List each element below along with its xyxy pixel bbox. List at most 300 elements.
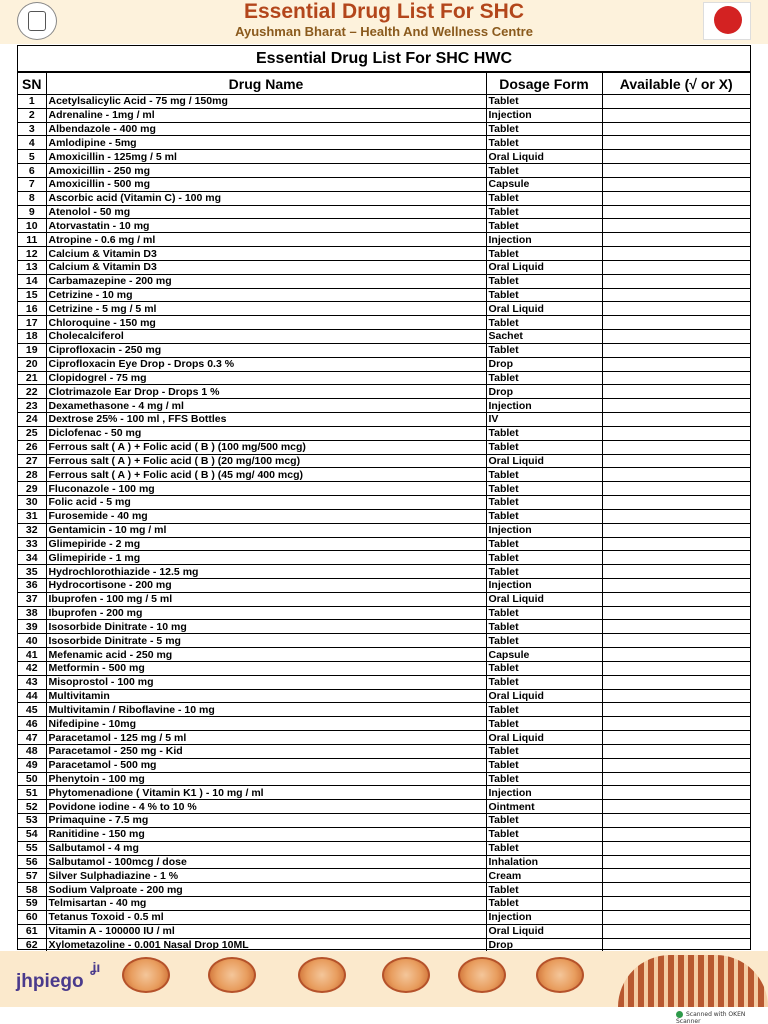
row-available-cell[interactable] xyxy=(602,717,750,731)
row-drug-name: Misoprostol - 100 mg xyxy=(46,675,486,689)
row-sn: 50 xyxy=(18,772,46,786)
table-row xyxy=(18,814,750,828)
row-drug-name: Ranitidine - 150 mg xyxy=(46,827,486,841)
table-row xyxy=(18,496,750,510)
row-drug-name: Dextrose 25% - 100 ml , FFS Bottles xyxy=(46,413,486,427)
table-row xyxy=(18,675,750,689)
row-dosage-form: Tablet xyxy=(486,95,602,109)
row-drug-name: Paracetamol - 250 mg - Kid xyxy=(46,744,486,758)
row-dosage-form: Tablet xyxy=(486,482,602,496)
row-drug-name: Salbutamol - 4 mg xyxy=(46,841,486,855)
row-available-cell[interactable] xyxy=(602,274,750,288)
row-drug-name: Ferrous salt ( A ) + Folic acid ( B ) (20 mg/100 mcg) xyxy=(46,454,486,468)
row-dosage-form: Tablet xyxy=(486,841,602,855)
row-sn: 7 xyxy=(18,177,46,191)
row-available-cell[interactable] xyxy=(602,592,750,606)
row-dosage-form: Tablet xyxy=(486,661,602,675)
row-drug-name: Telmisartan - 40 mg xyxy=(46,897,486,911)
row-dosage-form: Tablet xyxy=(486,897,602,911)
row-available-cell[interactable] xyxy=(602,164,750,178)
row-drug-name: Hydrochlorothiazide - 12.5 mg xyxy=(46,565,486,579)
row-drug-name: Phytomenadione ( Vitamin K1 ) - 10 mg / ml xyxy=(46,786,486,800)
decorative-medallion-icon xyxy=(536,957,584,993)
row-dosage-form: Ointment xyxy=(486,800,602,814)
table-row xyxy=(18,744,750,758)
row-drug-name: Ibuprofen - 100 mg / 5 ml xyxy=(46,592,486,606)
row-sn: 27 xyxy=(18,454,46,468)
row-available-cell[interactable] xyxy=(602,910,750,924)
page-subtitle: Ayushman Bharat – Health And Wellness Centre xyxy=(235,24,533,39)
row-drug-name: Isosorbide Dinitrate - 10 mg xyxy=(46,620,486,634)
row-dosage-form: Drop xyxy=(486,385,602,399)
row-dosage-form: Oral Liquid xyxy=(486,302,602,316)
row-available-cell[interactable] xyxy=(602,814,750,828)
row-dosage-form: Drop xyxy=(486,357,602,371)
row-drug-name: Amoxicillin - 500 mg xyxy=(46,177,486,191)
row-available-cell[interactable] xyxy=(602,634,750,648)
row-dosage-form: Tablet xyxy=(486,551,602,565)
row-drug-name: Albendazole - 400 mg xyxy=(46,122,486,136)
row-available-cell[interactable] xyxy=(602,122,750,136)
row-dosage-form: Tablet xyxy=(486,426,602,440)
row-sn: 42 xyxy=(18,661,46,675)
row-sn: 18 xyxy=(18,330,46,344)
row-sn: 13 xyxy=(18,260,46,274)
row-drug-name: Mefenamic acid - 250 mg xyxy=(46,648,486,662)
row-dosage-form: Injection xyxy=(486,910,602,924)
table-row xyxy=(18,841,750,855)
table-row xyxy=(18,260,750,274)
row-dosage-form: Tablet xyxy=(486,247,602,261)
row-sn: 54 xyxy=(18,827,46,841)
table-row xyxy=(18,274,750,288)
table-row xyxy=(18,150,750,164)
row-dosage-form: Tablet xyxy=(486,371,602,385)
column-header-dosage-form: Dosage Form xyxy=(486,73,602,95)
row-available-cell[interactable] xyxy=(602,938,750,952)
column-header-drug-name: Drug Name xyxy=(46,73,486,95)
row-dosage-form: Sachet xyxy=(486,330,602,344)
row-available-cell[interactable] xyxy=(602,827,750,841)
row-dosage-form: Oral Liquid xyxy=(486,150,602,164)
row-available-cell[interactable] xyxy=(602,841,750,855)
row-sn: 45 xyxy=(18,703,46,717)
row-available-cell[interactable] xyxy=(602,316,750,330)
row-sn: 58 xyxy=(18,883,46,897)
row-available-cell[interactable] xyxy=(602,496,750,510)
row-available-cell[interactable] xyxy=(602,786,750,800)
row-available-cell[interactable] xyxy=(602,675,750,689)
row-drug-name: Salbutamol - 100mcg / dose xyxy=(46,855,486,869)
table-row xyxy=(18,233,750,247)
row-sn: 41 xyxy=(18,648,46,662)
table-header-row xyxy=(18,73,750,95)
row-drug-name: Amoxicillin - 125mg / 5 ml xyxy=(46,150,486,164)
row-dosage-form: Tablet xyxy=(486,620,602,634)
row-dosage-form: Tablet xyxy=(486,744,602,758)
table-row xyxy=(18,800,750,814)
table-row xyxy=(18,689,750,703)
row-available-cell[interactable] xyxy=(602,440,750,454)
row-available-cell[interactable] xyxy=(602,578,750,592)
sheet-title: Essential Drug List For SHC HWC xyxy=(18,46,750,72)
row-available-cell[interactable] xyxy=(602,731,750,745)
row-sn: 53 xyxy=(18,814,46,828)
decorative-medallion-icon xyxy=(382,957,430,993)
row-drug-name: Carbamazepine - 200 mg xyxy=(46,274,486,288)
row-drug-name: Calcium & Vitamin D3 xyxy=(46,247,486,261)
row-dosage-form: Injection xyxy=(486,233,602,247)
row-dosage-form: Tablet xyxy=(486,827,602,841)
row-sn: 29 xyxy=(18,482,46,496)
row-dosage-form: Tablet xyxy=(486,509,602,523)
row-drug-name: Adrenaline - 1mg / ml xyxy=(46,108,486,122)
row-sn: 19 xyxy=(18,343,46,357)
row-sn: 11 xyxy=(18,233,46,247)
row-sn: 16 xyxy=(18,302,46,316)
table-row xyxy=(18,731,750,745)
page-header xyxy=(0,0,768,44)
row-drug-name: Fluconazole - 100 mg xyxy=(46,482,486,496)
row-available-cell[interactable] xyxy=(602,302,750,316)
row-available-cell[interactable] xyxy=(602,855,750,869)
table-row xyxy=(18,482,750,496)
row-dosage-form: Tablet xyxy=(486,565,602,579)
jhpiego-logo-text: jhpiego xyxy=(16,971,84,992)
table-row xyxy=(18,523,750,537)
row-available-cell[interactable] xyxy=(602,177,750,191)
row-drug-name: Ciprofloxacin Eye Drop - Drops 0.3 % xyxy=(46,357,486,371)
row-available-cell[interactable] xyxy=(602,565,750,579)
row-available-cell[interactable] xyxy=(602,371,750,385)
row-available-cell[interactable] xyxy=(602,247,750,261)
row-drug-name: Xylometazoline - 0.001 Nasal Drop 10ML xyxy=(46,938,486,952)
row-drug-name: Cetrizine - 5 mg / 5 ml xyxy=(46,302,486,316)
row-dosage-form: Drop xyxy=(486,938,602,952)
table-row xyxy=(18,413,750,427)
row-available-cell[interactable] xyxy=(602,897,750,911)
row-available-cell[interactable] xyxy=(602,330,750,344)
row-available-cell[interactable] xyxy=(602,537,750,551)
row-drug-name: Ibuprofen - 200 mg xyxy=(46,606,486,620)
row-drug-name: Glimepiride - 1 mg xyxy=(46,551,486,565)
table-row xyxy=(18,385,750,399)
row-drug-name: Ciprofloxacin - 250 mg xyxy=(46,343,486,357)
row-dosage-form: Tablet xyxy=(486,758,602,772)
row-available-cell[interactable] xyxy=(602,108,750,122)
table-row xyxy=(18,648,750,662)
decorative-medallion-icon xyxy=(298,957,346,993)
table-row xyxy=(18,371,750,385)
row-available-cell[interactable] xyxy=(602,620,750,634)
table-row xyxy=(18,565,750,579)
row-drug-name: Chloroquine - 150 mg xyxy=(46,316,486,330)
row-available-cell[interactable] xyxy=(602,219,750,233)
row-sn: 3 xyxy=(18,122,46,136)
table-row xyxy=(18,302,750,316)
row-dosage-form: Oral Liquid xyxy=(486,592,602,606)
table-row xyxy=(18,869,750,883)
row-dosage-form: Oral Liquid xyxy=(486,260,602,274)
row-sn: 52 xyxy=(18,800,46,814)
table-row xyxy=(18,95,750,109)
page-title: Essential Drug List For SHC xyxy=(243,0,525,23)
row-sn: 14 xyxy=(18,274,46,288)
row-sn: 57 xyxy=(18,869,46,883)
row-sn: 5 xyxy=(18,150,46,164)
row-dosage-form: Tablet xyxy=(486,288,602,302)
row-sn: 30 xyxy=(18,496,46,510)
row-available-cell[interactable] xyxy=(602,385,750,399)
row-available-cell[interactable] xyxy=(602,869,750,883)
row-dosage-form: Capsule xyxy=(486,648,602,662)
table-row xyxy=(18,177,750,191)
table-row xyxy=(18,191,750,205)
row-dosage-form: IV xyxy=(486,413,602,427)
row-sn: 55 xyxy=(18,841,46,855)
table-row xyxy=(18,136,750,150)
row-available-cell[interactable] xyxy=(602,606,750,620)
row-drug-name: Hydrocortisone - 200 mg xyxy=(46,578,486,592)
health-mission-logo xyxy=(703,2,751,40)
table-row xyxy=(18,330,750,344)
row-drug-name: Ferrous salt ( A ) + Folic acid ( B ) (45 mg/ 400 mcg) xyxy=(46,468,486,482)
row-available-cell[interactable] xyxy=(602,233,750,247)
row-dosage-form: Tablet xyxy=(486,274,602,288)
row-available-cell[interactable] xyxy=(602,883,750,897)
row-sn: 32 xyxy=(18,523,46,537)
decorative-arch-pattern xyxy=(618,955,768,1007)
row-available-cell[interactable] xyxy=(602,661,750,675)
row-available-cell[interactable] xyxy=(602,205,750,219)
row-dosage-form: Tablet xyxy=(486,703,602,717)
row-available-cell[interactable] xyxy=(602,523,750,537)
row-drug-name: Multivitamin xyxy=(46,689,486,703)
row-available-cell[interactable] xyxy=(602,924,750,938)
table-row xyxy=(18,551,750,565)
drug-table xyxy=(18,72,750,952)
row-dosage-form: Tablet xyxy=(486,606,602,620)
row-dosage-form: Oral Liquid xyxy=(486,924,602,938)
row-available-cell[interactable] xyxy=(602,357,750,371)
table-row xyxy=(18,454,750,468)
row-sn: 22 xyxy=(18,385,46,399)
row-dosage-form: Tablet xyxy=(486,191,602,205)
row-sn: 46 xyxy=(18,717,46,731)
row-drug-name: Multivitamin / Riboflavine - 10 mg xyxy=(46,703,486,717)
row-drug-name: Gentamicin - 10 mg / ml xyxy=(46,523,486,537)
row-available-cell[interactable] xyxy=(602,95,750,109)
row-drug-name: Tetanus Toxoid - 0.5 ml xyxy=(46,910,486,924)
row-sn: 60 xyxy=(18,910,46,924)
row-sn: 61 xyxy=(18,924,46,938)
row-available-cell[interactable] xyxy=(602,689,750,703)
row-dosage-form: Tablet xyxy=(486,440,602,454)
decorative-medallion-icon xyxy=(208,957,256,993)
table-row xyxy=(18,578,750,592)
row-dosage-form: Injection xyxy=(486,523,602,537)
jhpiego-logo xyxy=(16,959,106,999)
row-available-cell[interactable] xyxy=(602,744,750,758)
row-dosage-form: Tablet xyxy=(486,343,602,357)
row-sn: 23 xyxy=(18,399,46,413)
table-row xyxy=(18,316,750,330)
row-drug-name: Nifedipine - 10mg xyxy=(46,717,486,731)
table-row xyxy=(18,717,750,731)
drug-table-body xyxy=(18,95,750,952)
row-dosage-form: Inhalation xyxy=(486,855,602,869)
row-sn: 39 xyxy=(18,620,46,634)
row-drug-name: Calcium & Vitamin D3 xyxy=(46,260,486,274)
row-available-cell[interactable] xyxy=(602,703,750,717)
row-available-cell[interactable] xyxy=(602,260,750,274)
row-sn: 47 xyxy=(18,731,46,745)
row-available-cell[interactable] xyxy=(602,509,750,523)
row-sn: 36 xyxy=(18,578,46,592)
row-drug-name: Primaquine - 7.5 mg xyxy=(46,814,486,828)
row-sn: 62 xyxy=(18,938,46,952)
table-row xyxy=(18,758,750,772)
row-drug-name: Ascorbic acid (Vitamin C) - 100 mg xyxy=(46,191,486,205)
table-row xyxy=(18,440,750,454)
row-dosage-form: Injection xyxy=(486,786,602,800)
row-available-cell[interactable] xyxy=(602,772,750,786)
row-dosage-form: Cream xyxy=(486,869,602,883)
table-row xyxy=(18,924,750,938)
row-sn: 10 xyxy=(18,219,46,233)
row-dosage-form: Tablet xyxy=(486,675,602,689)
table-row xyxy=(18,343,750,357)
drug-list-sheet xyxy=(17,45,751,950)
row-sn: 12 xyxy=(18,247,46,261)
row-available-cell[interactable] xyxy=(602,648,750,662)
row-sn: 49 xyxy=(18,758,46,772)
row-drug-name: Atropine - 0.6 mg / ml xyxy=(46,233,486,247)
row-sn: 15 xyxy=(18,288,46,302)
row-available-cell[interactable] xyxy=(602,800,750,814)
table-row xyxy=(18,897,750,911)
row-available-cell[interactable] xyxy=(602,191,750,205)
table-row xyxy=(18,468,750,482)
row-sn: 20 xyxy=(18,357,46,371)
row-dosage-form: Injection xyxy=(486,108,602,122)
table-row xyxy=(18,205,750,219)
table-row xyxy=(18,357,750,371)
row-sn: 38 xyxy=(18,606,46,620)
row-available-cell[interactable] xyxy=(602,482,750,496)
row-drug-name: Ferrous salt ( A ) + Folic acid ( B ) (100 mg/500 mcg) xyxy=(46,440,486,454)
table-row xyxy=(18,855,750,869)
row-dosage-form: Tablet xyxy=(486,537,602,551)
row-sn: 40 xyxy=(18,634,46,648)
row-drug-name: Folic acid - 5 mg xyxy=(46,496,486,510)
table-row xyxy=(18,509,750,523)
row-available-cell[interactable] xyxy=(602,150,750,164)
row-available-cell[interactable] xyxy=(602,551,750,565)
row-drug-name: Clopidogrel - 75 mg xyxy=(46,371,486,385)
row-sn: 25 xyxy=(18,426,46,440)
row-available-cell[interactable] xyxy=(602,136,750,150)
row-drug-name: Diclofenac - 50 mg xyxy=(46,426,486,440)
row-sn: 24 xyxy=(18,413,46,427)
row-available-cell[interactable] xyxy=(602,288,750,302)
row-dosage-form: Oral Liquid xyxy=(486,731,602,745)
row-dosage-form: Injection xyxy=(486,399,602,413)
row-dosage-form: Tablet xyxy=(486,122,602,136)
row-sn: 9 xyxy=(18,205,46,219)
row-dosage-form: Tablet xyxy=(486,205,602,219)
table-row xyxy=(18,537,750,551)
row-dosage-form: Tablet xyxy=(486,634,602,648)
row-sn: 26 xyxy=(18,440,46,454)
row-sn: 43 xyxy=(18,675,46,689)
row-sn: 28 xyxy=(18,468,46,482)
table-row xyxy=(18,786,750,800)
row-available-cell[interactable] xyxy=(602,413,750,427)
row-drug-name: Dexamethasone - 4 mg / ml xyxy=(46,399,486,413)
table-row xyxy=(18,634,750,648)
row-available-cell[interactable] xyxy=(602,454,750,468)
row-available-cell[interactable] xyxy=(602,343,750,357)
row-drug-name: Paracetamol - 500 mg xyxy=(46,758,486,772)
table-row xyxy=(18,827,750,841)
table-row xyxy=(18,247,750,261)
table-row xyxy=(18,938,750,952)
row-drug-name: Silver Sulphadiazine - 1 % xyxy=(46,869,486,883)
row-dosage-form: Tablet xyxy=(486,814,602,828)
row-dosage-form: Tablet xyxy=(486,136,602,150)
row-drug-name: Clotrimazole Ear Drop - Drops 1 % xyxy=(46,385,486,399)
jhpiego-mark-icon: ʝı xyxy=(90,959,101,975)
table-row xyxy=(18,703,750,717)
row-sn: 8 xyxy=(18,191,46,205)
row-drug-name: Sodium Valproate - 200 mg xyxy=(46,883,486,897)
row-available-cell[interactable] xyxy=(602,399,750,413)
row-available-cell[interactable] xyxy=(602,758,750,772)
row-sn: 1 xyxy=(18,95,46,109)
table-row xyxy=(18,288,750,302)
scanner-watermark xyxy=(676,1011,768,1024)
scanner-watermark-text: Scanned with OKEN Scanner xyxy=(676,1011,746,1024)
row-dosage-form: Tablet xyxy=(486,772,602,786)
row-sn: 48 xyxy=(18,744,46,758)
row-sn: 31 xyxy=(18,509,46,523)
column-header-available: Available (√ or X) xyxy=(602,73,750,95)
row-available-cell[interactable] xyxy=(602,426,750,440)
scanner-logo-icon xyxy=(676,1011,683,1018)
row-available-cell[interactable] xyxy=(602,468,750,482)
row-sn: 44 xyxy=(18,689,46,703)
row-dosage-form: Tablet xyxy=(486,219,602,233)
row-dosage-form: Tablet xyxy=(486,717,602,731)
row-dosage-form: Injection xyxy=(486,578,602,592)
table-row xyxy=(18,164,750,178)
row-sn: 34 xyxy=(18,551,46,565)
table-row xyxy=(18,620,750,634)
table-row xyxy=(18,399,750,413)
table-row xyxy=(18,219,750,233)
footer-banner xyxy=(0,951,768,1007)
row-drug-name: Acetylsalicylic Acid - 75 mg / 150mg xyxy=(46,95,486,109)
row-drug-name: Povidone iodine - 4 % to 10 % xyxy=(46,800,486,814)
row-drug-name: Atenolol - 50 mg xyxy=(46,205,486,219)
row-drug-name: Furosemide - 40 mg xyxy=(46,509,486,523)
row-sn: 21 xyxy=(18,371,46,385)
decorative-medallion-icon xyxy=(458,957,506,993)
table-row xyxy=(18,910,750,924)
row-dosage-form: Tablet xyxy=(486,164,602,178)
row-sn: 33 xyxy=(18,537,46,551)
